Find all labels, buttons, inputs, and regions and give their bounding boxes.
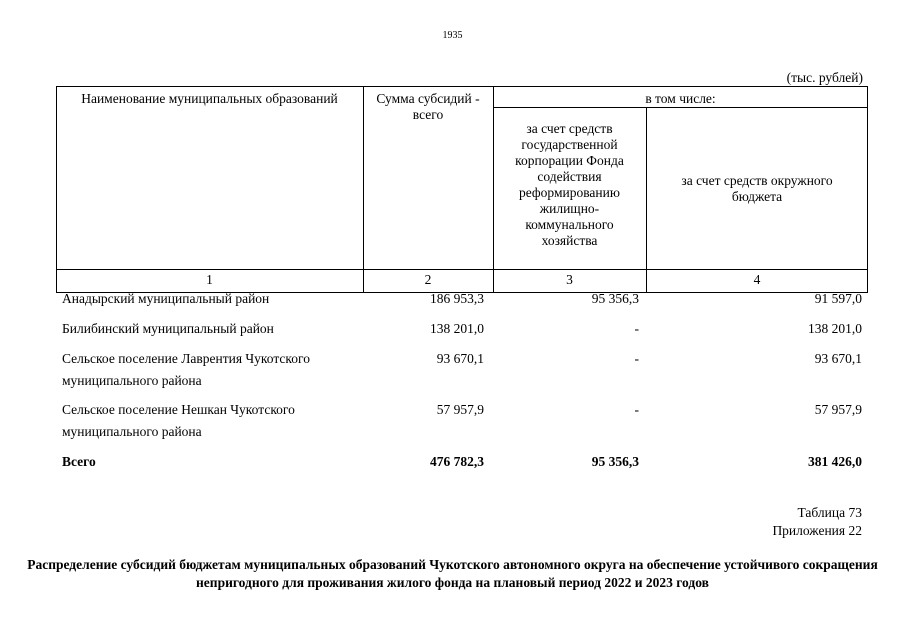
group-underline bbox=[493, 107, 868, 108]
table-label: Таблица 73 bbox=[797, 505, 862, 520]
table-header bbox=[56, 86, 868, 293]
row-fund: 95 356,3 bbox=[591, 291, 639, 306]
column-number-3: 3 bbox=[566, 272, 573, 287]
header-border-left bbox=[56, 87, 57, 292]
header-divider-3 bbox=[646, 107, 647, 292]
column-header-fund: за счет средств государственной корпорации Фонда содействия реформированию жилищно-коммунального хозяйства bbox=[515, 121, 624, 248]
row-budget: 138 201,0 bbox=[808, 321, 862, 336]
row-fund: - bbox=[634, 321, 639, 336]
column-header-budget: за счет средств окружного бюджета bbox=[681, 173, 833, 204]
header-border-right bbox=[867, 87, 868, 292]
document-title: Распределение субсидий бюджетам муниципальных образований Чукотского автономного округа на обеспечение устойчивого сокращения непригодного для проживания жилого фонда на плановый период 2022 и 2023 годов bbox=[27, 557, 878, 590]
row-name: Билибинский муниципальный район bbox=[62, 321, 274, 336]
row-budget: 381 426,0 bbox=[808, 454, 862, 469]
row-fund: - bbox=[634, 351, 639, 366]
row-total: 186 953,3 bbox=[430, 291, 484, 306]
column-number-2: 2 bbox=[424, 272, 432, 287]
column-number-4: 4 bbox=[753, 272, 761, 287]
row-total: 93 670,1 bbox=[436, 351, 484, 366]
column-number-1: 1 bbox=[206, 272, 213, 287]
row-name: Анадырский муниципальный район bbox=[62, 291, 270, 306]
row-name: Сельское поселение Нешкан Чукотского муниципального района bbox=[62, 402, 295, 439]
number-row-line bbox=[56, 269, 868, 270]
row-budget: 57 957,9 bbox=[814, 402, 862, 417]
row-budget: 93 670,1 bbox=[814, 351, 862, 366]
column-header-group: в том числе: bbox=[645, 91, 716, 106]
header-divider-2 bbox=[493, 87, 494, 292]
row-fund: - bbox=[634, 402, 639, 417]
row-total: 476 782,3 bbox=[430, 454, 484, 469]
appendix-label: Приложения 22 bbox=[772, 523, 862, 538]
table-caption bbox=[772, 504, 862, 540]
row-name: Всего bbox=[62, 454, 96, 469]
header-divider-1 bbox=[363, 87, 364, 292]
page-number: 1935 bbox=[442, 30, 463, 41]
units-label: (тыс. рублей) bbox=[786, 70, 863, 85]
column-header-total: Сумма субсидий - всего bbox=[376, 91, 480, 122]
row-total: 138 201,0 bbox=[430, 321, 484, 336]
row-total: 57 957,9 bbox=[436, 402, 484, 417]
row-budget: 91 597,0 bbox=[814, 291, 862, 306]
row-name: Сельское поселение Лаврентия Чукотского муниципального района bbox=[62, 351, 311, 388]
row-fund: 95 356,3 bbox=[591, 454, 639, 469]
column-header-name: Наименование муниципальных образований bbox=[81, 91, 338, 106]
